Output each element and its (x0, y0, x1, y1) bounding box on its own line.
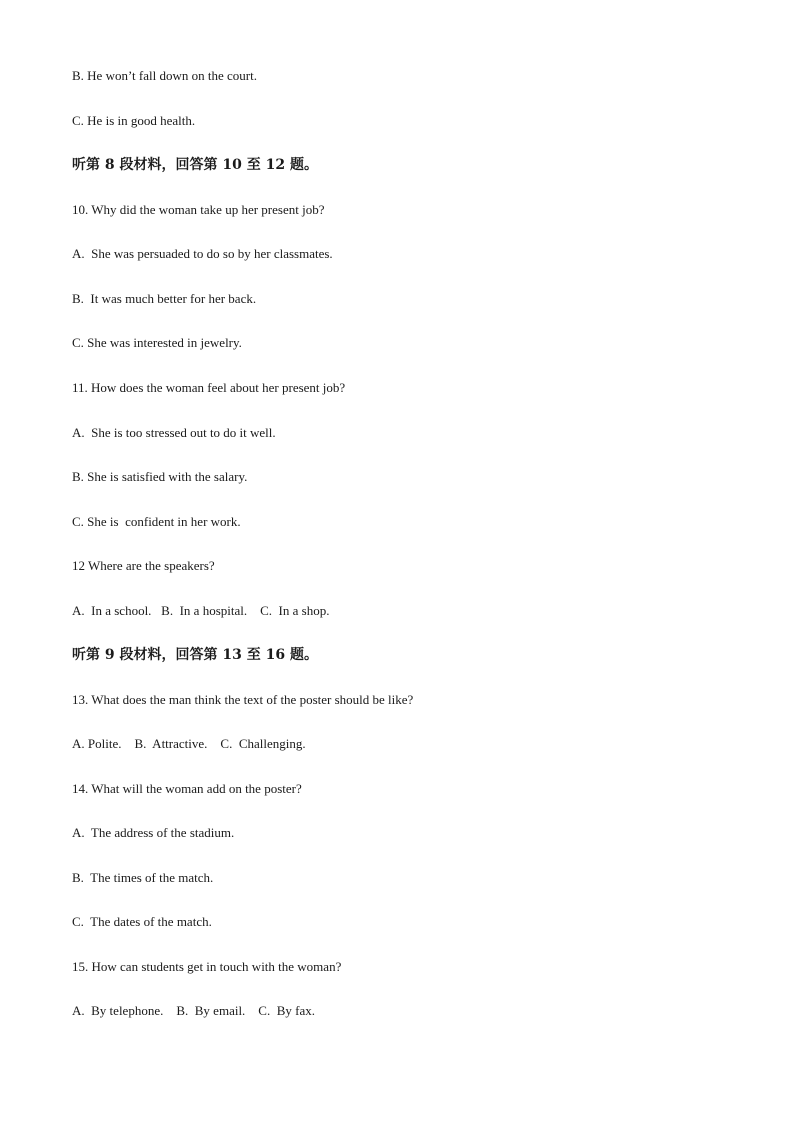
option-11a: A. She is too stressed out to do it well. (72, 425, 276, 440)
question-10: 10. Why did the woman take up her present job? (72, 202, 325, 217)
option-9b: B. He won’t fall down on the court. (72, 68, 257, 83)
option-14c: C. The dates of the match. (72, 914, 212, 929)
option-11b: B. She is satisfied with the salary. (72, 469, 248, 484)
option-14b: B. The times of the match. (72, 870, 214, 885)
options-12: A. In a school. B. In a hospital. C. In a shop. (72, 603, 330, 618)
option-10a: A. She was persuaded to do so by her classmates. (72, 246, 333, 261)
options-15: A. By telephone. B. By email. C. By fax. (72, 1003, 316, 1018)
question-15: 15. How can students get in touch with the woman? (72, 959, 342, 974)
section-heading-9: 听第 9 段材料，回答第 13 至 16 题。 (72, 647, 318, 663)
option-14a: A. The address of the stadium. (72, 825, 235, 840)
section-heading-8: 听第 8 段材料，回答第 10 至 12 题。 (72, 157, 318, 173)
question-13: 13. What does the man think the text of the poster should be like? (72, 692, 414, 707)
question-11: 11. How does the woman feel about her present job? (72, 380, 346, 395)
option-10b: B. It was much better for her back. (72, 291, 257, 306)
question-12: 12 Where are the speakers? (72, 558, 215, 573)
option-10c: C. She was interested in jewelry. (72, 335, 242, 350)
option-11c: C. She is confident in her work. (72, 514, 241, 529)
options-13: A. Polite. B. Attractive. C. Challenging. (72, 736, 306, 751)
option-9c: C. He is in good health. (72, 113, 196, 128)
question-14: 14. What will the woman add on the poster? (72, 781, 302, 796)
